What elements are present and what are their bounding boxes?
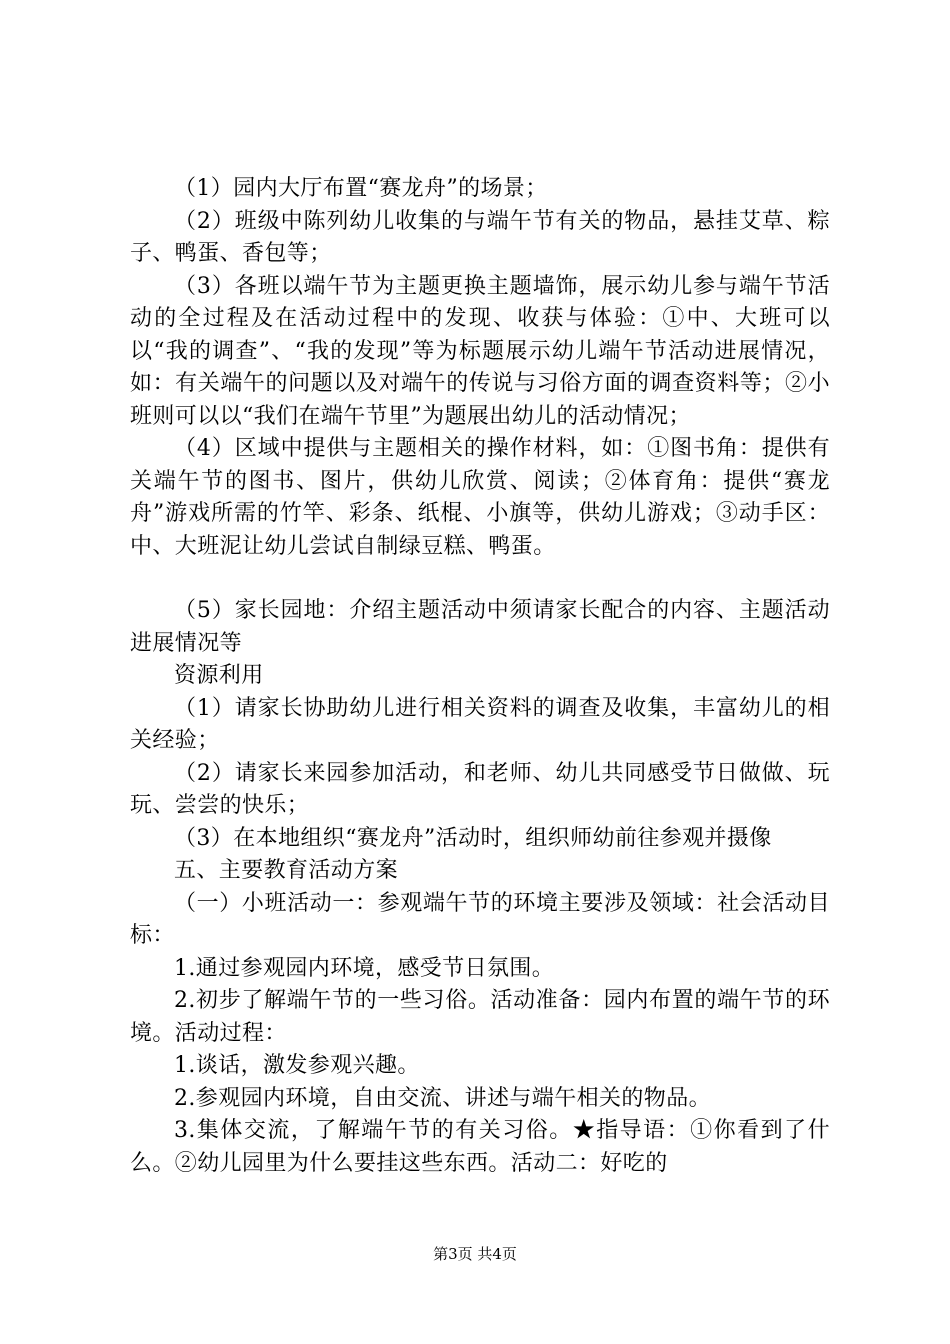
paragraph: （2）班级中陈列幼儿收集的与端午节有关的物品，悬挂艾草、粽子、鸭蛋、香包等； bbox=[130, 208, 830, 266]
list-item: 2.参观园内环境，自由交流、讲述与端午相关的物品。 bbox=[174, 1085, 711, 1111]
page-number-footer: 第3页 共4页 bbox=[433, 1245, 517, 1263]
paragraph: （1）园内大厅布置“赛龙舟”的场景； bbox=[174, 176, 548, 201]
paragraph: （1）请家长协助幼儿进行相关资料的调查及收集，丰富幼儿的相关经验； bbox=[130, 695, 830, 753]
paragraph: （一）小班活动一：参观端午节的环境主要涉及领域：社会活动目标： bbox=[130, 890, 830, 948]
paragraph: （2）请家长来园参加活动，和老师、幼儿共同感受节日做做、玩玩、尝尝的快乐； bbox=[130, 760, 830, 818]
list-item: 1.通过参观园内环境，感受节日氛围。 bbox=[174, 955, 555, 981]
list-item: 1.谈话，激发参观兴趣。 bbox=[174, 1053, 420, 1078]
paragraph: （5）家长园地：介绍主题活动中须请家长配合的内容、主题活动进展情况等 bbox=[130, 598, 830, 656]
list-item: 2.初步了解端午节的一些习俗。活动准备：园内布置的端午节的环境。活动过程： bbox=[130, 988, 830, 1046]
paragraph: （4）区域中提供与主题相关的操作材料，如：①图书角：提供有关端午节的图书、图片，供幼儿欣赏、阅读；②体育角：提供“赛龙舟”游戏所需的竹竿、彩条、纸棍、小旗等，供幼儿游戏；③动手区：中、大班泥让幼儿尝试自制绿豆糕、鸭蛋。 bbox=[130, 436, 830, 559]
document-body bbox=[130, 173, 830, 1180]
list-item: 3.集体交流，了解端午节的有关习俗。★指导语：①你看到了什么。②幼儿园里为什么要挂这些东西。活动二：好吃的 bbox=[130, 1118, 830, 1176]
paragraph: （3）在本地组织“赛龙舟”活动时，组织师幼前往参观并摄像 bbox=[174, 825, 772, 851]
section-heading: 五、主要教育活动方案 bbox=[174, 858, 399, 883]
section-heading: 资源利用 bbox=[174, 663, 264, 688]
paragraph: （3）各班以端午节为主题更换主题墙饰，展示幼儿参与端午节活动的全过程及在活动过程中的发现、收获与体验：①中、大班可以以“我的调查”、“我的发现”等为标题展示幼儿端午节活动进展情况，如：有关端午的问题以及对端午的传说与习俗方面的调查资料等；②小班则可以以“我们在端午节里”为题展出幼儿的活动情况； bbox=[130, 273, 830, 429]
